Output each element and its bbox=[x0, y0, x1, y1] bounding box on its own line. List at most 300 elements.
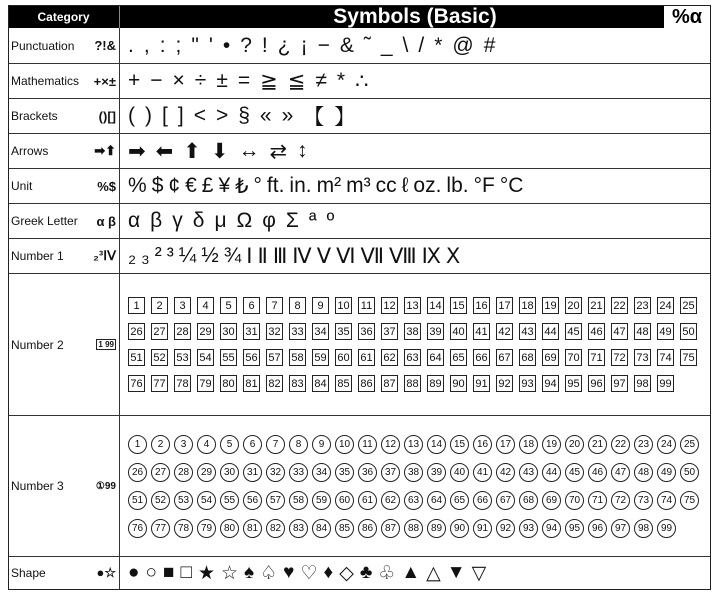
circled-number: 42 bbox=[496, 463, 515, 482]
boxed-number: 71 bbox=[588, 349, 605, 366]
boxed-number: 86 bbox=[358, 375, 375, 392]
boxed-number: 15 bbox=[450, 297, 467, 314]
boxed-number: 6 bbox=[243, 297, 260, 314]
circled-number: 85 bbox=[335, 519, 354, 538]
circled-number: 99 bbox=[657, 519, 676, 538]
boxed-number: 48 bbox=[634, 323, 651, 340]
symbol: ⬆ bbox=[183, 139, 201, 163]
symbol: °F bbox=[473, 174, 495, 197]
circled-number: 56 bbox=[243, 491, 262, 510]
number-line bbox=[128, 463, 710, 482]
circled-number: 79 bbox=[197, 519, 216, 538]
circled-number: 76 bbox=[128, 519, 147, 538]
circled-number: 92 bbox=[496, 519, 515, 538]
boxed-number: 8 bbox=[289, 297, 306, 314]
circled-number: 74 bbox=[657, 491, 676, 510]
table-row bbox=[9, 133, 710, 168]
circled-numbers bbox=[120, 416, 710, 556]
symbol: in. bbox=[289, 174, 312, 197]
shape-symbol: ● bbox=[128, 562, 140, 583]
circled-number: 7 bbox=[266, 435, 285, 454]
category-icon: α β bbox=[96, 213, 116, 229]
symbol: ( bbox=[128, 104, 135, 127]
symbol-list bbox=[120, 134, 710, 168]
table-row bbox=[9, 238, 710, 273]
shape-symbol: ♡ bbox=[300, 562, 318, 584]
boxed-number: 75 bbox=[680, 349, 697, 366]
circled-number: 98 bbox=[634, 519, 653, 538]
table-row-number3 bbox=[9, 415, 710, 556]
circled-number: 86 bbox=[358, 519, 377, 538]
circled-number: 3 bbox=[174, 435, 193, 454]
boxed-number: 79 bbox=[197, 375, 214, 392]
symbol-list bbox=[120, 99, 710, 133]
symbol: § bbox=[238, 104, 250, 127]
category-icon: ₂³ⅠⅤ bbox=[93, 248, 116, 263]
circled-number: 45 bbox=[565, 463, 584, 482]
category-label: Number 2 bbox=[11, 337, 64, 352]
boxed-number: 34 bbox=[312, 323, 329, 340]
symbol: m³ bbox=[346, 174, 371, 197]
symbol-list bbox=[120, 169, 710, 203]
circled-number: 96 bbox=[588, 519, 607, 538]
symbol: * bbox=[434, 33, 443, 57]
symbol: ¢ bbox=[168, 174, 181, 197]
symbol: cc bbox=[375, 174, 397, 197]
circled-number: 87 bbox=[381, 519, 400, 538]
symbol: δ bbox=[192, 209, 205, 232]
boxed-number: 55 bbox=[220, 349, 237, 366]
boxed-number: 10 bbox=[335, 297, 352, 314]
boxed-number: 70 bbox=[565, 349, 582, 366]
boxed-number: 19 bbox=[542, 297, 559, 314]
boxed-number: 94 bbox=[542, 375, 559, 392]
boxed-number: 76 bbox=[128, 375, 145, 392]
boxed-number: 83 bbox=[289, 375, 306, 392]
circled-number: 73 bbox=[634, 491, 653, 510]
circled-number: 29 bbox=[197, 463, 216, 482]
boxed-number: 88 bbox=[404, 375, 421, 392]
circled-number: 63 bbox=[404, 491, 423, 510]
boxed-number: 14 bbox=[427, 297, 444, 314]
boxed-number: 67 bbox=[496, 349, 513, 366]
boxed-number: 21 bbox=[588, 297, 605, 314]
boxed-number: 26 bbox=[128, 323, 145, 340]
boxed-number: 68 bbox=[519, 349, 536, 366]
circled-number: 91 bbox=[473, 519, 492, 538]
symbol: ¾ bbox=[223, 244, 242, 267]
circled-number: 23 bbox=[634, 435, 653, 454]
symbol: ] bbox=[177, 104, 184, 127]
boxed-number: 49 bbox=[657, 323, 674, 340]
boxed-number: 24 bbox=[657, 297, 674, 314]
boxed-number: 39 bbox=[427, 323, 444, 340]
boxed-number: 84 bbox=[312, 375, 329, 392]
boxed-number: 74 bbox=[657, 349, 674, 366]
boxed-number: 25 bbox=[680, 297, 697, 314]
boxed-number: 33 bbox=[289, 323, 306, 340]
symbol: € bbox=[185, 174, 197, 197]
category-label: Brackets bbox=[11, 109, 58, 123]
symbol: Ⅲ bbox=[272, 244, 288, 268]
symbol: α bbox=[128, 209, 141, 232]
category-label: Punctuation bbox=[11, 38, 75, 53]
symbol: = bbox=[237, 69, 251, 92]
symbol: ª bbox=[308, 209, 317, 232]
symbol: γ bbox=[172, 209, 183, 232]
symbol: > bbox=[215, 104, 229, 127]
number-line bbox=[128, 375, 710, 392]
boxed-number: 96 bbox=[588, 375, 605, 392]
boxed-number: 72 bbox=[611, 349, 628, 366]
shape-symbol: ▲ bbox=[401, 562, 421, 583]
symbol: + bbox=[128, 69, 141, 92]
category-icon: %$ bbox=[97, 178, 116, 194]
boxed-number: 40 bbox=[450, 323, 467, 340]
circled-number: 36 bbox=[358, 463, 377, 482]
symbol: • bbox=[222, 33, 231, 57]
boxed-number: 95 bbox=[565, 375, 582, 392]
header-category: Category bbox=[9, 6, 120, 28]
symbol: ¼ bbox=[178, 244, 197, 267]
table-row bbox=[9, 203, 710, 238]
boxed-number: 42 bbox=[496, 323, 513, 340]
boxed-number: 28 bbox=[174, 323, 191, 340]
circled-number: 26 bbox=[128, 463, 147, 482]
boxed-number: 32 bbox=[266, 323, 283, 340]
circled-number: 43 bbox=[519, 463, 538, 482]
boxed-number: 31 bbox=[243, 323, 260, 340]
boxed-number: 66 bbox=[473, 349, 490, 366]
symbol: ¿ bbox=[277, 33, 291, 57]
symbol: Ω bbox=[236, 209, 253, 232]
circled-number: 59 bbox=[312, 491, 331, 510]
boxed-number: 91 bbox=[473, 375, 490, 392]
circled-number: 46 bbox=[588, 463, 607, 482]
category-icon: ()[] bbox=[98, 108, 116, 124]
circled-number: 77 bbox=[151, 519, 170, 538]
boxed-number: 38 bbox=[404, 323, 421, 340]
boxed-number: 60 bbox=[335, 349, 352, 366]
circled-number: 13 bbox=[404, 435, 423, 454]
symbol-list bbox=[120, 28, 710, 63]
symbol: ° bbox=[253, 174, 262, 197]
circled-number: 4 bbox=[197, 435, 216, 454]
boxed-number: 78 bbox=[174, 375, 191, 392]
boxed-number: 98 bbox=[634, 375, 651, 392]
circled-number: 68 bbox=[519, 491, 538, 510]
circled-number: 82 bbox=[266, 519, 285, 538]
shape-symbol: ♤ bbox=[260, 562, 278, 584]
boxed-number: 27 bbox=[151, 323, 168, 340]
symbol: ³ bbox=[166, 244, 174, 267]
boxed-number: 22 bbox=[611, 297, 628, 314]
boxed-number: 65 bbox=[450, 349, 467, 366]
circled-number: 84 bbox=[312, 519, 331, 538]
boxed-number: 85 bbox=[335, 375, 352, 392]
boxed-numbers bbox=[120, 274, 710, 415]
shape-symbol: ♥ bbox=[283, 562, 295, 583]
circled-number: 54 bbox=[197, 491, 216, 510]
symbol: @ bbox=[452, 33, 474, 57]
symbol: ÷ bbox=[194, 69, 207, 92]
symbol: m² bbox=[316, 174, 342, 197]
circled-number: 30 bbox=[220, 463, 239, 482]
header-symbols-label: Symbols (Basic) bbox=[333, 5, 497, 28]
boxed-number: 23 bbox=[634, 297, 651, 314]
circled-number: 17 bbox=[496, 435, 515, 454]
number-line bbox=[128, 435, 710, 454]
boxed-number-icon: 1 99 bbox=[98, 340, 114, 349]
category-icon: ?!& bbox=[94, 38, 116, 53]
boxed-number: 53 bbox=[174, 349, 191, 366]
circled-number: 12 bbox=[381, 435, 400, 454]
symbol: ˜ bbox=[363, 33, 371, 57]
symbol-list bbox=[120, 557, 710, 589]
circled-number: 53 bbox=[174, 491, 193, 510]
circled-number: 65 bbox=[450, 491, 469, 510]
symbol: ⬇ bbox=[210, 139, 229, 163]
circled-number: 52 bbox=[151, 491, 170, 510]
boxed-number: 36 bbox=[358, 323, 375, 340]
shape-symbol: ☆ bbox=[220, 562, 239, 584]
circled-number: 75 bbox=[680, 491, 699, 510]
symbol: oz. bbox=[413, 174, 442, 197]
symbol: Ⅸ bbox=[421, 244, 441, 268]
boxed-number: 80 bbox=[220, 375, 237, 392]
symbol: ℓ bbox=[401, 174, 409, 197]
table-row-shape bbox=[9, 556, 710, 589]
number-line bbox=[128, 491, 710, 510]
circled-number: 22 bbox=[611, 435, 630, 454]
circled-number: 40 bbox=[450, 463, 469, 482]
shape-symbol: ■ bbox=[162, 562, 175, 583]
circled-number: 80 bbox=[220, 519, 239, 538]
circled-number: 49 bbox=[657, 463, 676, 482]
boxed-number: 41 bbox=[473, 323, 490, 340]
circled-number: 8 bbox=[289, 435, 308, 454]
circled-number: 24 bbox=[657, 435, 676, 454]
symbol: \ bbox=[402, 33, 409, 57]
symbol: 【 bbox=[303, 106, 325, 129]
symbol: $ bbox=[151, 174, 164, 197]
boxed-number: 69 bbox=[542, 349, 559, 366]
circled-number: 81 bbox=[243, 519, 262, 538]
circled-number: 34 bbox=[312, 463, 331, 482]
boxed-number: 1 bbox=[128, 297, 145, 314]
category-label: Number 1 bbox=[11, 249, 64, 263]
symbol-list bbox=[120, 64, 710, 98]
boxed-number: 30 bbox=[220, 323, 237, 340]
boxed-number: 3 bbox=[174, 297, 191, 314]
category-label: Shape bbox=[11, 566, 46, 580]
symbol: Ⅱ bbox=[257, 244, 268, 268]
shape-symbol: ♦ bbox=[323, 562, 334, 583]
circled-number: 5 bbox=[220, 435, 239, 454]
circled-number: 89 bbox=[427, 519, 446, 538]
category-label: Arrows bbox=[11, 144, 49, 158]
number-line bbox=[128, 349, 710, 366]
symbol: ) bbox=[145, 104, 152, 127]
table-header bbox=[9, 6, 710, 28]
number-line bbox=[128, 323, 710, 340]
category-label: Unit bbox=[11, 179, 33, 193]
boxed-number: 18 bbox=[519, 297, 536, 314]
symbol: ↕ bbox=[297, 139, 308, 162]
boxed-number: 4 bbox=[197, 297, 214, 314]
shape-symbol: △ bbox=[426, 562, 441, 584]
circled-number: 94 bbox=[542, 519, 561, 538]
boxed-number: 35 bbox=[335, 323, 352, 340]
category-label: Number 3 bbox=[11, 479, 64, 493]
symbol: ≦ bbox=[287, 69, 306, 93]
boxed-number: 2 bbox=[151, 297, 168, 314]
boxed-number: 73 bbox=[634, 349, 651, 366]
symbol: " bbox=[191, 33, 199, 57]
shape-symbol: ♠ bbox=[244, 562, 255, 583]
circled-number: 41 bbox=[473, 463, 492, 482]
circled-number: 71 bbox=[588, 491, 607, 510]
symbol-list bbox=[120, 204, 710, 238]
boxed-number: 29 bbox=[197, 323, 214, 340]
circled-number: 19 bbox=[542, 435, 561, 454]
boxed-number: 63 bbox=[404, 349, 421, 366]
table-row-number2 bbox=[9, 273, 710, 415]
table-row bbox=[9, 168, 710, 203]
symbol: ≧ bbox=[260, 69, 278, 93]
circled-number: 44 bbox=[542, 463, 561, 482]
symbol: # bbox=[483, 33, 496, 57]
symbol-list bbox=[120, 239, 710, 273]
circled-number: 64 bbox=[427, 491, 446, 510]
circled-number: 16 bbox=[473, 435, 492, 454]
boxed-number: 97 bbox=[611, 375, 628, 392]
circled-number: 1 bbox=[128, 435, 147, 454]
boxed-number: 77 bbox=[151, 375, 168, 392]
symbol: lb. bbox=[446, 174, 469, 197]
symbol: − bbox=[150, 69, 163, 92]
circled-number: 14 bbox=[427, 435, 446, 454]
symbol: , bbox=[143, 33, 150, 57]
symbol: ± bbox=[216, 69, 228, 92]
shape-symbol: ◇ bbox=[339, 562, 354, 584]
circled-number: 72 bbox=[611, 491, 630, 510]
circled-number: 33 bbox=[289, 463, 308, 482]
symbol: [ bbox=[162, 104, 168, 127]
boxed-number: 20 bbox=[565, 297, 582, 314]
boxed-number: 58 bbox=[289, 349, 306, 366]
symbol: ↔ bbox=[238, 139, 260, 162]
shape-icon: ●☆ bbox=[96, 565, 116, 580]
category-icon: +×± bbox=[93, 73, 116, 89]
boxed-number: 89 bbox=[427, 375, 444, 392]
circled-number: 78 bbox=[174, 519, 193, 538]
circled-number: 61 bbox=[358, 491, 377, 510]
circled-number: 2 bbox=[151, 435, 170, 454]
symbol: Ⅰ bbox=[246, 244, 253, 268]
table-row bbox=[9, 98, 710, 133]
circled-number: 66 bbox=[473, 491, 492, 510]
circled-number: 60 bbox=[335, 491, 354, 510]
symbol: ¥ bbox=[218, 174, 231, 197]
circled-number: 20 bbox=[565, 435, 584, 454]
symbol: Ⅵ bbox=[336, 244, 356, 268]
symbol: Σ bbox=[285, 209, 299, 232]
symbol: β bbox=[150, 209, 163, 232]
circled-number: 90 bbox=[450, 519, 469, 538]
circled-number: 39 bbox=[427, 463, 446, 482]
circled-number: 97 bbox=[611, 519, 630, 538]
symbol: Ⅶ bbox=[360, 244, 384, 268]
circled-number: 69 bbox=[542, 491, 561, 510]
table-row bbox=[9, 63, 710, 98]
circled-number: 57 bbox=[266, 491, 285, 510]
symbol: » bbox=[281, 104, 294, 127]
shape-symbol: ▽ bbox=[471, 562, 487, 584]
symbol: ' bbox=[208, 33, 213, 57]
symbol: 】 bbox=[334, 106, 356, 129]
boxed-number: 81 bbox=[243, 375, 260, 392]
circled-number: 83 bbox=[289, 519, 308, 538]
circled-number: 11 bbox=[358, 435, 377, 454]
circled-number: 58 bbox=[289, 491, 308, 510]
boxed-number: 50 bbox=[680, 323, 697, 340]
boxed-number: 99 bbox=[657, 375, 674, 392]
circled-number: 70 bbox=[565, 491, 584, 510]
circled-number: 21 bbox=[588, 435, 607, 454]
symbol: * bbox=[336, 69, 346, 92]
circled-number: 9 bbox=[312, 435, 331, 454]
symbol: / bbox=[418, 33, 425, 57]
circled-number: 10 bbox=[335, 435, 354, 454]
shape-symbol: □ bbox=[180, 562, 192, 583]
shape-symbol: ★ bbox=[197, 562, 215, 584]
circled-number: 55 bbox=[220, 491, 239, 510]
boxed-number: 47 bbox=[611, 323, 628, 340]
table-row bbox=[9, 28, 710, 63]
category-label: Mathematics bbox=[11, 74, 80, 88]
boxed-number: 17 bbox=[496, 297, 513, 314]
boxed-number: 51 bbox=[128, 349, 145, 366]
symbol: : bbox=[159, 33, 166, 57]
symbol: ➡ bbox=[128, 139, 146, 163]
symbol: ₂ bbox=[128, 244, 137, 267]
circled-number: 28 bbox=[174, 463, 193, 482]
symbol: ⬅ bbox=[155, 139, 174, 163]
symbol: − bbox=[317, 33, 330, 57]
category-icon: ➡⬆ bbox=[94, 143, 116, 158]
boxed-number: 43 bbox=[519, 323, 536, 340]
circled-number: 88 bbox=[404, 519, 423, 538]
shape-symbol: ♧ bbox=[378, 562, 396, 584]
symbol: φ bbox=[262, 209, 276, 232]
boxed-number: 87 bbox=[381, 375, 398, 392]
boxed-number: 45 bbox=[565, 323, 582, 340]
symbol: ¡ bbox=[300, 33, 308, 57]
boxed-number: 64 bbox=[427, 349, 444, 366]
circled-number: 48 bbox=[634, 463, 653, 482]
circled-number: 95 bbox=[565, 519, 584, 538]
symbol: ∴ bbox=[355, 69, 369, 93]
symbol: < bbox=[193, 104, 206, 127]
symbol: ₺ bbox=[235, 174, 249, 198]
boxed-number: 93 bbox=[519, 375, 536, 392]
header-symbols bbox=[120, 6, 710, 28]
symbol: Ⅷ bbox=[388, 244, 417, 268]
boxed-number: 59 bbox=[312, 349, 329, 366]
symbol: Ⅳ bbox=[292, 244, 312, 268]
circled-number: 50 bbox=[680, 463, 699, 482]
